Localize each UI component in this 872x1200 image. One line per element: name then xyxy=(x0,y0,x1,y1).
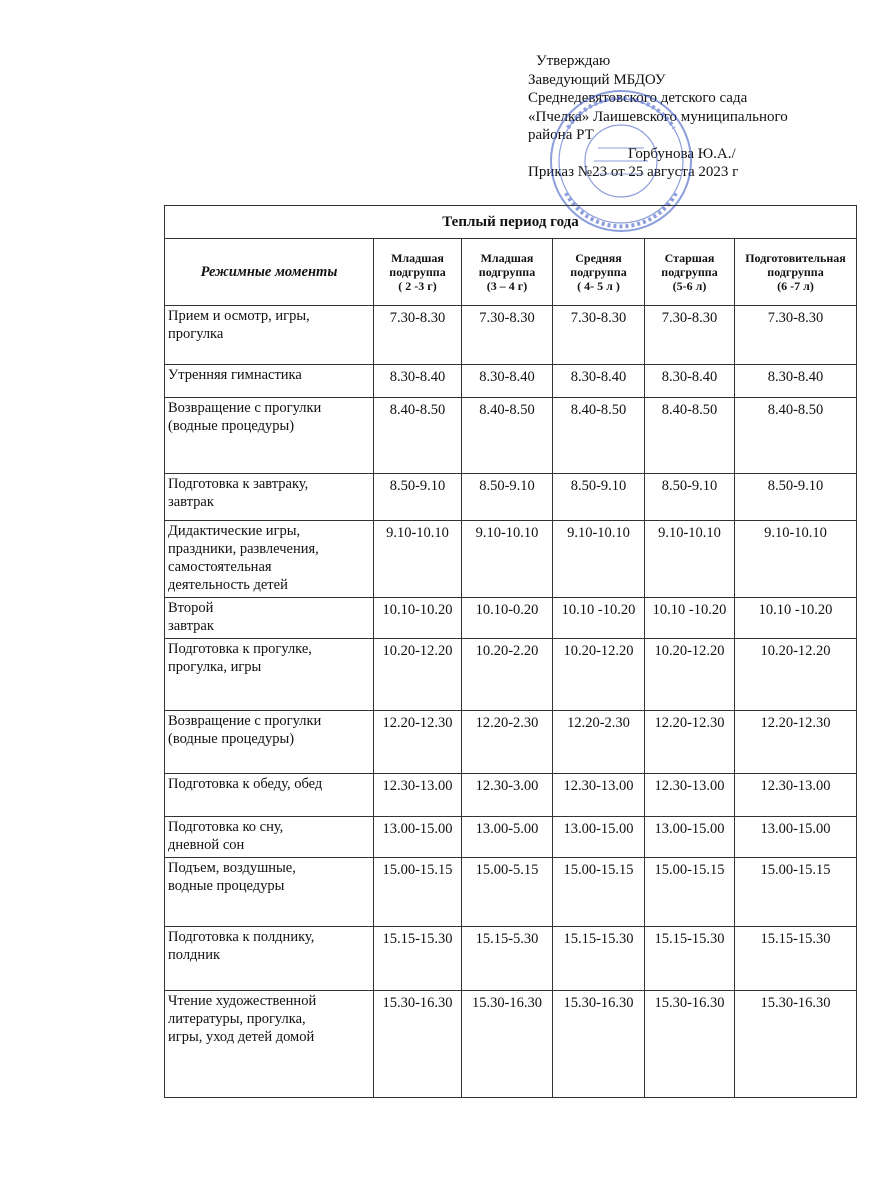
time-cell: 13.00-15.00 xyxy=(553,816,645,857)
activity-line: Второй xyxy=(168,600,214,617)
time-cell: 8.50-9.10 xyxy=(553,473,645,520)
activity-cell xyxy=(165,710,374,773)
activity-line: деятельность детей xyxy=(168,576,288,593)
time-cell: 12.20-12.30 xyxy=(735,710,857,773)
time-cell: 10.10 -10.20 xyxy=(735,598,857,639)
activity-cell xyxy=(165,473,374,520)
activity-line: Чтение художественной xyxy=(168,992,317,1009)
time-cell: 8.50-9.10 xyxy=(374,473,462,520)
time-cell: 8.50-9.10 xyxy=(462,473,553,520)
approval-line: района РТ xyxy=(528,127,594,143)
activity-line: Подготовка к обеду, обед xyxy=(168,776,323,793)
activity-line: Подготовка к полднику, xyxy=(168,929,315,946)
table-row xyxy=(165,816,857,857)
activity-line: водные процедуры xyxy=(168,877,285,894)
activity-line: литературы, прогулка, xyxy=(168,1010,306,1027)
group-word: подгруппа xyxy=(389,264,446,279)
table-row xyxy=(165,710,857,773)
activity-cell xyxy=(165,927,374,990)
time-cell: 7.30-8.30 xyxy=(462,306,553,365)
activity-line: Возвращение с прогулки xyxy=(168,400,322,417)
activity-cell xyxy=(165,990,374,1097)
activity-cell xyxy=(165,598,374,639)
time-cell: 8.30-8.40 xyxy=(553,365,645,398)
time-cell: 8.40-8.50 xyxy=(645,398,735,474)
table-row xyxy=(165,927,857,990)
column-header-group xyxy=(374,238,462,305)
time-cell: 12.20-12.30 xyxy=(645,710,735,773)
time-cell: 7.30-8.30 xyxy=(374,306,462,365)
activity-cell xyxy=(165,857,374,926)
group-name: Подготовительная xyxy=(745,250,846,265)
activity-line: игры, уход детей домой xyxy=(168,1028,315,1045)
table-row xyxy=(165,598,857,639)
approval-signature: Горбунова Ю.А./ xyxy=(628,145,736,162)
activity-line: завтрак xyxy=(168,493,214,510)
time-cell: 15.30-16.30 xyxy=(374,990,462,1097)
activity-cell xyxy=(165,639,374,711)
table-title: Теплый период года xyxy=(165,206,857,239)
activity-line: Прием и осмотр, игры, xyxy=(168,308,310,325)
group-word: подгруппа xyxy=(767,264,824,279)
time-cell: 15.15-15.30 xyxy=(735,927,857,990)
group-name: Старшая xyxy=(664,250,715,265)
time-cell: 15.30-16.30 xyxy=(735,990,857,1097)
activity-line: Подготовка ко сну, xyxy=(168,818,284,835)
group-age: (5-6 л) xyxy=(672,278,707,293)
time-cell: 8.30-8.40 xyxy=(374,365,462,398)
time-cell: 13.00-15.00 xyxy=(645,816,735,857)
activity-cell xyxy=(165,816,374,857)
activity-cell xyxy=(165,520,374,598)
group-word: подгруппа xyxy=(570,264,627,279)
time-cell: 9.10-10.10 xyxy=(645,520,735,598)
table-row xyxy=(165,520,857,598)
table-row xyxy=(165,365,857,398)
time-cell: 10.20-12.20 xyxy=(645,639,735,711)
group-name: Младшая xyxy=(480,250,534,265)
activity-line: Возвращение с прогулки xyxy=(168,712,322,729)
activity-line: Утренняя гимнастика xyxy=(168,367,302,384)
time-cell: 9.10-10.10 xyxy=(374,520,462,598)
time-cell: 12.30-13.00 xyxy=(553,774,645,817)
time-cell: 15.15-15.30 xyxy=(645,927,735,990)
time-cell: 8.50-9.10 xyxy=(645,473,735,520)
time-cell: 12.20-2.30 xyxy=(553,710,645,773)
time-cell: 15.00-15.15 xyxy=(645,857,735,926)
activity-line: праздники, развлечения, xyxy=(168,540,319,557)
column-header-group xyxy=(553,238,645,305)
time-cell: 7.30-8.30 xyxy=(645,306,735,365)
time-cell: 9.10-10.10 xyxy=(462,520,553,598)
activity-cell xyxy=(165,365,374,398)
approval-line: Среднедевятовского детского сада xyxy=(528,90,748,106)
group-age: ( 2 -3 г) xyxy=(398,278,437,293)
group-word: подгруппа xyxy=(661,264,718,279)
table-row xyxy=(165,990,857,1097)
time-cell: 8.30-8.40 xyxy=(462,365,553,398)
approval-line: Заведующий МБДОУ xyxy=(528,71,666,88)
activity-line: самостоятельная xyxy=(168,558,272,575)
time-cell: 12.30-13.00 xyxy=(374,774,462,817)
activity-line: (водные процедуры) xyxy=(168,418,295,435)
column-header-group xyxy=(462,238,553,305)
time-cell: 13.00-15.00 xyxy=(735,816,857,857)
activity-line: завтрак xyxy=(168,618,214,635)
time-cell: 15.15-5.30 xyxy=(462,927,553,990)
activity-line: Подъем, воздушные, xyxy=(168,859,296,876)
time-cell: 15.30-16.30 xyxy=(462,990,553,1097)
table-row xyxy=(165,774,857,817)
approval-order: Приказ №23 от 25 августа 2023 г xyxy=(528,164,739,180)
time-cell: 12.30-13.00 xyxy=(735,774,857,817)
activity-cell xyxy=(165,306,374,365)
approval-line: Утверждаю xyxy=(536,53,611,69)
time-cell: 15.15-15.30 xyxy=(374,927,462,990)
schedule-table xyxy=(164,205,857,1098)
time-cell: 15.00-15.15 xyxy=(735,857,857,926)
time-cell: 7.30-8.30 xyxy=(735,306,857,365)
time-cell: 15.00-15.15 xyxy=(374,857,462,926)
time-cell: 10.10 -10.20 xyxy=(645,598,735,639)
column-header-group xyxy=(735,238,857,305)
activity-line: Подготовка к прогулке, xyxy=(168,641,312,658)
time-cell: 12.20-12.30 xyxy=(374,710,462,773)
time-cell: 8.30-8.40 xyxy=(645,365,735,398)
activity-cell xyxy=(165,774,374,817)
time-cell: 8.40-8.50 xyxy=(553,398,645,474)
group-age: ( 4- 5 л ) xyxy=(577,278,620,293)
time-cell: 15.00-15.15 xyxy=(553,857,645,926)
column-header-activity: Режимные моменты xyxy=(165,238,374,305)
activity-line: полдник xyxy=(168,947,220,964)
table-row xyxy=(165,398,857,474)
time-cell: 7.30-8.30 xyxy=(553,306,645,365)
time-cell: 12.30-13.00 xyxy=(645,774,735,817)
time-cell: 8.30-8.40 xyxy=(735,365,857,398)
time-cell: 8.40-8.50 xyxy=(462,398,553,474)
time-cell: 15.30-16.30 xyxy=(553,990,645,1097)
time-cell: 10.20-12.20 xyxy=(735,639,857,711)
activity-line: дневной сон xyxy=(168,836,245,853)
time-cell: 12.30-3.00 xyxy=(462,774,553,817)
time-cell: 9.10-10.10 xyxy=(735,520,857,598)
group-age: (6 -7 л) xyxy=(777,278,814,293)
time-cell: 8.40-8.50 xyxy=(735,398,857,474)
time-cell: 13.00-5.00 xyxy=(462,816,553,857)
activity-line: Подготовка к завтраку, xyxy=(168,475,309,492)
activity-line: прогулка xyxy=(168,326,224,343)
group-name: Средняя xyxy=(575,250,622,265)
approval-line: «Пчелка» Лаишевского муниципального xyxy=(528,108,788,125)
time-cell: 9.10-10.10 xyxy=(553,520,645,598)
activity-line: прогулка, игры xyxy=(168,659,262,676)
time-cell: 10.20-12.20 xyxy=(553,639,645,711)
activity-line: Дидактические игры, xyxy=(168,522,301,539)
time-cell: 12.20-2.30 xyxy=(462,710,553,773)
table-row xyxy=(165,473,857,520)
time-cell: 10.20-2.20 xyxy=(462,639,553,711)
group-word: подгруппа xyxy=(478,264,536,279)
table-row xyxy=(165,857,857,926)
time-cell: 8.40-8.50 xyxy=(374,398,462,474)
activity-line: (водные процедуры) xyxy=(168,730,295,747)
time-cell: 15.00-5.15 xyxy=(462,857,553,926)
time-cell: 13.00-15.00 xyxy=(374,816,462,857)
time-cell: 15.15-15.30 xyxy=(553,927,645,990)
group-name: Младшая xyxy=(391,250,444,265)
time-cell: 10.10-0.20 xyxy=(462,598,553,639)
time-cell: 10.10-10.20 xyxy=(374,598,462,639)
time-cell: 10.20-12.20 xyxy=(374,639,462,711)
time-cell: 10.10 -10.20 xyxy=(553,598,645,639)
group-age: (3 – 4 г) xyxy=(486,278,528,293)
table-row xyxy=(165,306,857,365)
activity-cell xyxy=(165,398,374,474)
column-header-group xyxy=(645,238,735,305)
time-cell: 15.30-16.30 xyxy=(645,990,735,1097)
table-row xyxy=(165,639,857,711)
time-cell: 8.50-9.10 xyxy=(735,473,857,520)
